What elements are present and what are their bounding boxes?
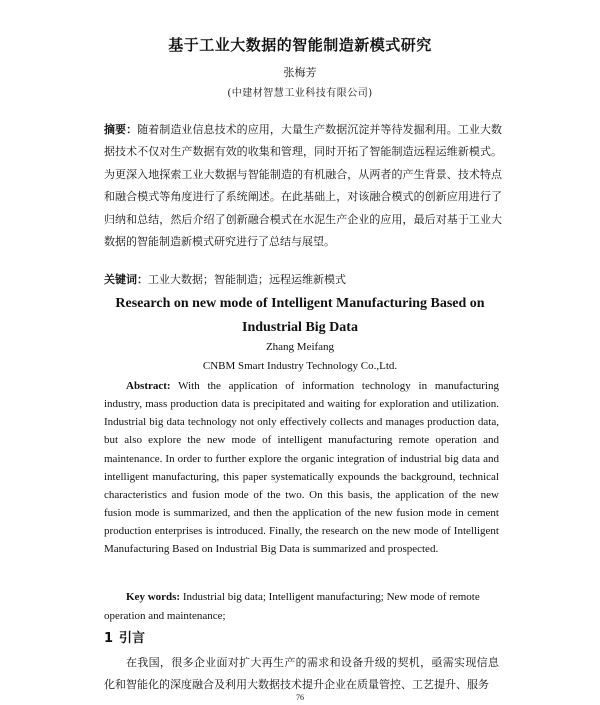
- chinese-affiliation: (中建材智慧工业科技有限公司): [227, 88, 373, 99]
- chinese-abstract-text: 随着制造业信息技术的应用，大量生产数据沉淀并等待发掘利用。工业大数据技术不仅对生产数据有效的收集和管理，同时开拓了智能制造远程运维新模式。为更深入地探索工业大数据与智能制造的有机融合，从两者的产生背景、技术特点和融合模式等角度进行了系统阐述。在此基础上，对该融合模式的创新应用进行了归纳和总结，然后介绍了创新融合模式在水泥生产企业的应用，最后对基于工业大数据的智能制造新模式研究进行了总结与展望。: [104, 123, 502, 249]
- chinese-author: 张梅芳: [283, 66, 317, 79]
- page-number: 76: [296, 693, 304, 702]
- section-title: 引言: [119, 631, 146, 646]
- chinese-keywords-label: 关键词：: [104, 273, 148, 286]
- chinese-abstract: [104, 119, 502, 253]
- english-title: Research on new mode of Intelligent Manufacturing Based on Industrial Big Data: [115, 296, 485, 335]
- chinese-title: 基于工业大数据的智能制造新模式研究: [168, 36, 432, 54]
- english-abstract-label: Abstract:: [126, 380, 171, 392]
- english-author: Zhang Meifang: [265, 341, 335, 353]
- chinese-keywords-text: 工业大数据；智能制造；远程运维新模式: [148, 273, 346, 286]
- english-abstract-text: With the application of information technology in manufacturing industry, mass production data is precipitated and waiting for exploration and utilization. Industrial big data technology not only effectively collects and manages production data, but also explore the new mode of intelligent manufacturing remote operation and maintenance. In order to further explore the organic integration of industrial big data and intelligent manufacturing, this paper systematically expounds the background, technical characteristics and fusion mode of the two. On this basis, the application of the new fusion mode is summarized, and then the application of the new fusion mode in cement production enterprises is introduced. Finally, the research on the new mode of Intelligent Manufacturing Based on Industrial Big Data is summarized and prospected.: [104, 380, 499, 556]
- english-keywords-label: Key words:: [126, 591, 181, 603]
- english-affiliation: CNBM Smart Industry Technology Co.,Ltd.: [202, 360, 398, 372]
- english-keywords: [104, 588, 499, 626]
- chinese-abstract-label: 摘要：: [104, 123, 138, 136]
- section-number: 1: [104, 631, 114, 646]
- english-abstract: [104, 377, 499, 559]
- english-keywords-text: Industrial big data; Intelligent manufacturing; New mode of remote operation and maintenance;: [104, 591, 480, 622]
- section-heading: [104, 627, 145, 646]
- chinese-keywords: [104, 271, 346, 287]
- section-intro-text: 在我国，很多企业面对扩大再生产的需求和设备升级的契机，亟需实现信息化和智能化的深度融合及利用大数据技术提升企业在质量管控、工艺提升、服务: [104, 656, 499, 691]
